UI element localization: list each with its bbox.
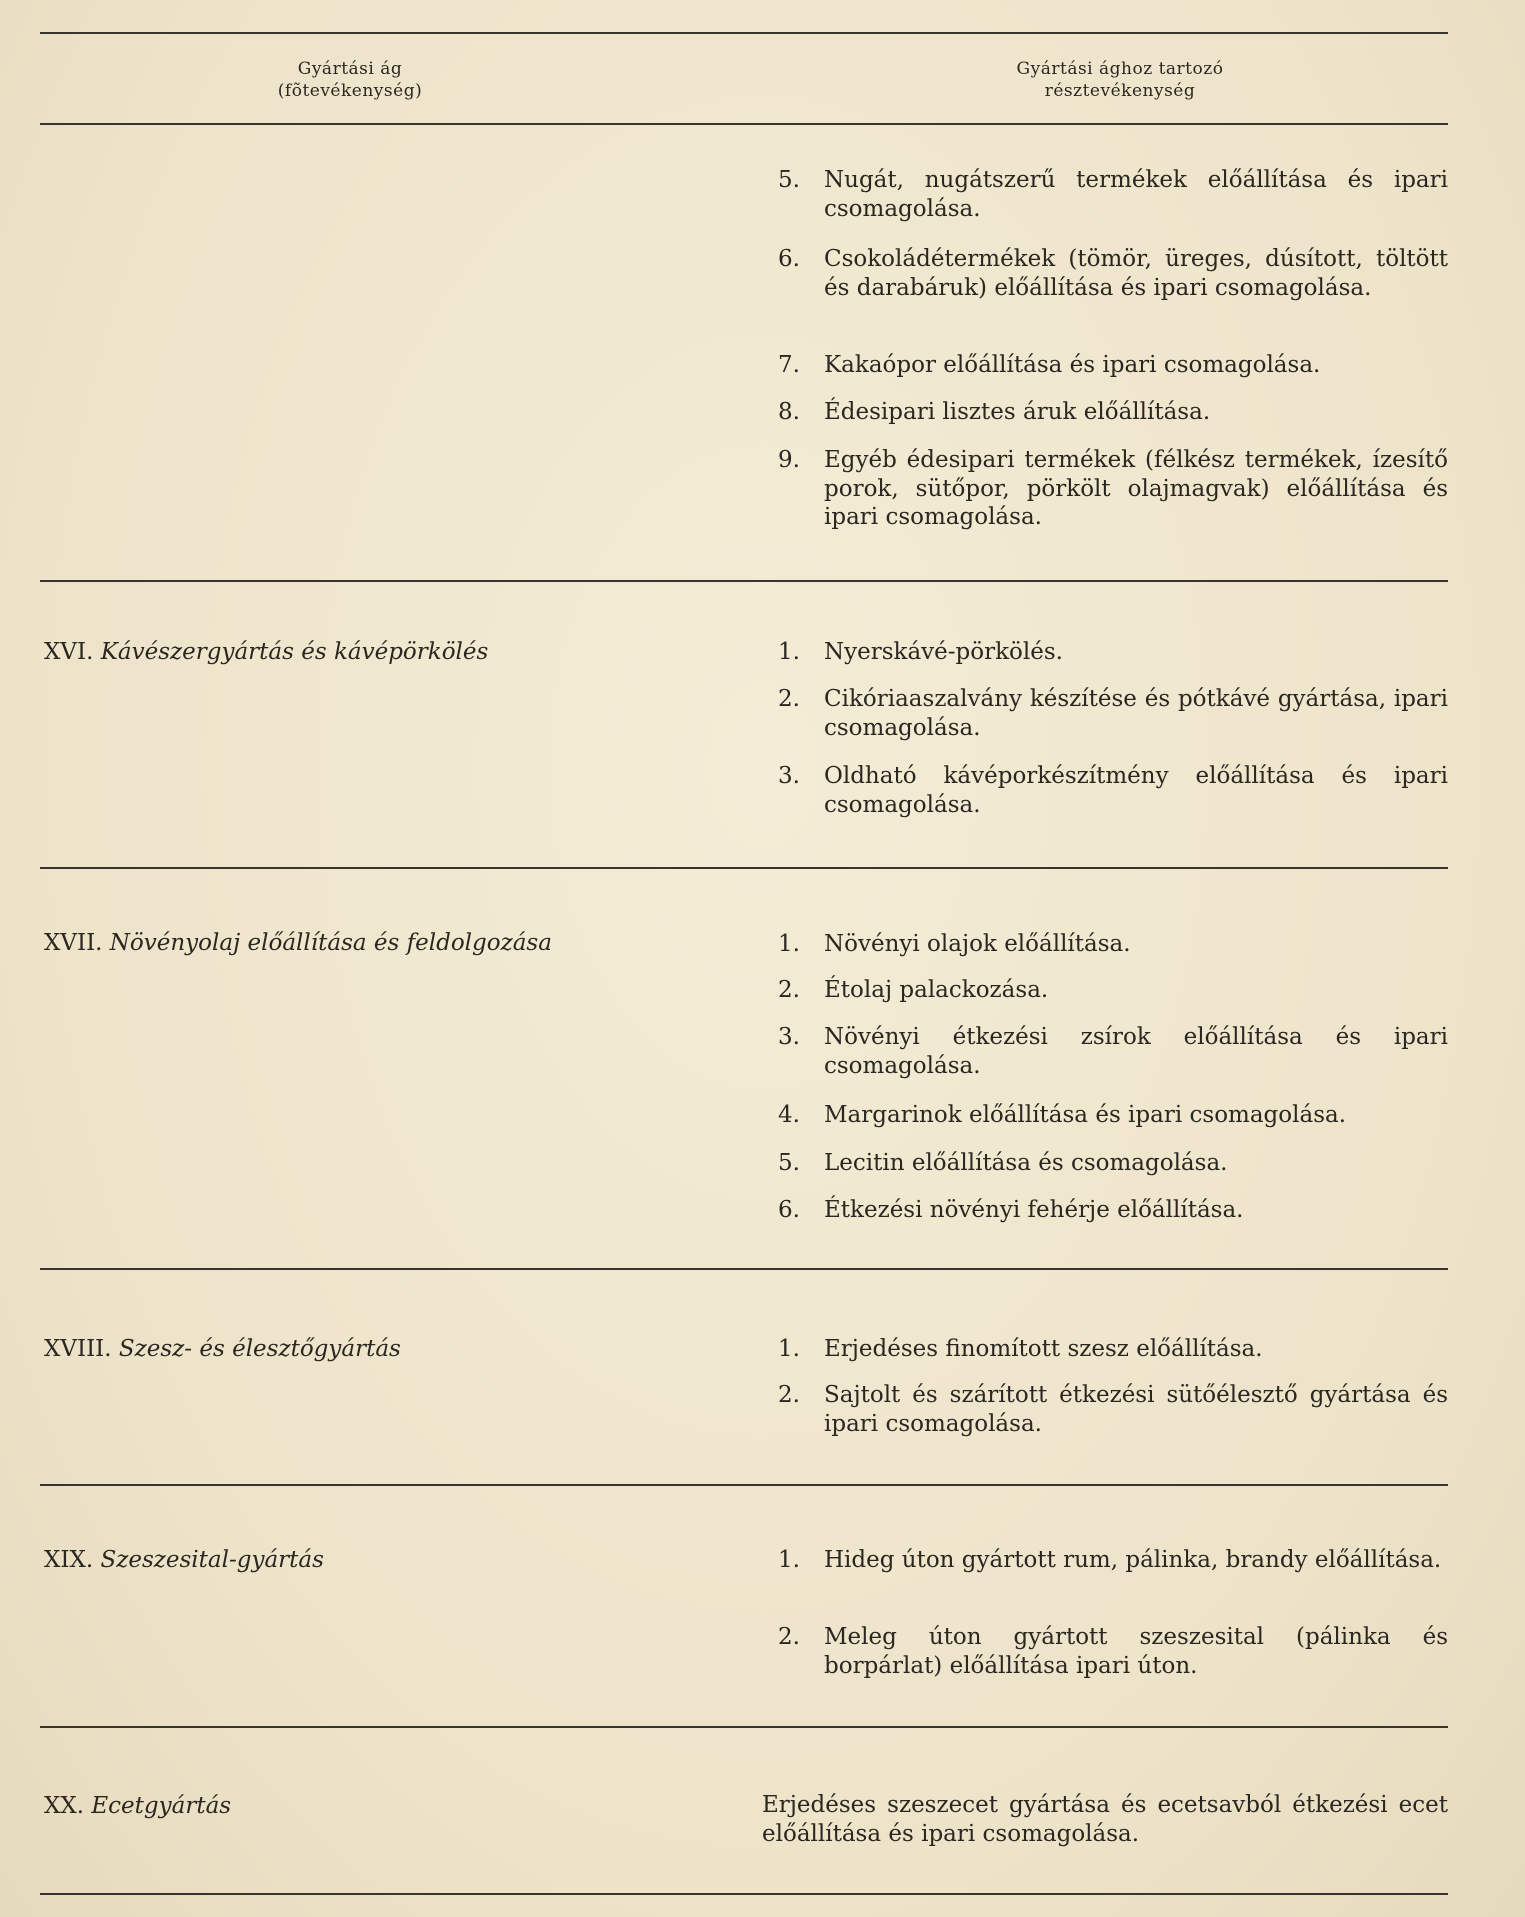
item-text: Hideg úton gyártott rum, pálinka, brandy előállítása. — [824, 1547, 1442, 1573]
list-item — [778, 1196, 1448, 1225]
list-item — [778, 1623, 1448, 1680]
section-number: XVII. — [44, 930, 103, 956]
item-number: 2. — [778, 1624, 800, 1650]
item-number: 1. — [778, 1547, 800, 1573]
item-text: Lecitin előállítása és csomagolása. — [824, 1150, 1228, 1176]
item-number: 5. — [778, 1150, 800, 1176]
section-number: XVIII. — [44, 1336, 112, 1362]
column-header-left-line1: Gyártási ág — [297, 59, 403, 79]
item-text: Sajtolt és szárított étkezési sütőélesztő gyártása és ipari csomagolása. — [824, 1382, 1448, 1437]
item-text: Margarinok előállítása és ipari csomagolása. — [824, 1102, 1347, 1128]
item-text: Nugát, nugátszerű termékek előállítása és ipari csomagolása. — [824, 167, 1448, 222]
item-text: Növényi olajok előállítása. — [824, 931, 1131, 957]
item-number: 1. — [778, 639, 800, 665]
list-item — [778, 1335, 1448, 1364]
item-number: 1. — [778, 931, 800, 957]
list-item — [778, 638, 1448, 667]
list-item — [778, 398, 1448, 427]
list-item — [778, 1023, 1448, 1080]
list-item — [778, 1149, 1448, 1178]
item-number: 2. — [778, 977, 800, 1003]
item-text: Édesipari lisztes áruk előállítása. — [824, 399, 1211, 425]
section-name: Kávészergyártás és kávépörkölés — [100, 639, 489, 665]
list-item — [778, 762, 1448, 819]
section-name: Növényolaj előállítása és feldolgozása — [109, 930, 552, 956]
item-number: 6. — [778, 246, 800, 272]
item-number: 7. — [778, 352, 800, 378]
section-rule — [40, 1268, 1448, 1270]
item-text: Csokoládétermékek (tömör, üreges, dúsított, töltött és darabáruk) előállítása és ipari csomagolása. — [824, 246, 1448, 301]
item-text: Kakaópor előállítása és ipari csomagolása. — [824, 352, 1321, 378]
item-number: 3. — [778, 1024, 800, 1050]
item-text: Egyéb édesipari termékek (félkész termékek, ízesítő porok, sütőpor, pörkölt olajmagvak) előállítása és ipari csomagolása. — [824, 447, 1448, 530]
section-name: Szesz- és élesztőgyártás — [118, 1336, 401, 1362]
item-text: Növényi étkezési zsírok előállítása és ipari csomagolása. — [824, 1024, 1448, 1079]
item-number: 1. — [778, 1336, 800, 1362]
section-number: XX. — [44, 1793, 85, 1819]
section-description: Erjedéses szeszecet gyártása és ecetsavból étkezési ecet előállítása és ipari csomagolása. — [762, 1792, 1448, 1847]
section-name: Szeszesital-gyártás — [100, 1547, 324, 1573]
section-name: Ecetgyártás — [91, 1793, 232, 1819]
section-rule — [40, 580, 1448, 582]
column-header-right-line2: résztevékenység — [1044, 81, 1196, 101]
section-rule — [40, 867, 1448, 869]
item-number: 4. — [778, 1102, 800, 1128]
section-title — [44, 928, 724, 958]
item-number: 6. — [778, 1197, 800, 1223]
item-number: 5. — [778, 167, 800, 193]
section-rule — [40, 1726, 1448, 1728]
list-item — [778, 351, 1448, 380]
list-item — [778, 930, 1448, 959]
item-number: 2. — [778, 1382, 800, 1408]
section-title — [44, 1791, 724, 1821]
item-text: Meleg úton gyártott szeszesital (pálinka és borpárlat) előállítása ipari úton. — [824, 1624, 1448, 1679]
top-rule — [40, 32, 1448, 34]
bottom-rule — [40, 1893, 1448, 1895]
item-text: Erjedéses finomított szesz előállítása. — [824, 1336, 1263, 1362]
list-item — [778, 1381, 1448, 1438]
section-number: XIX. — [44, 1547, 94, 1573]
item-text: Étkezési növényi fehérje előállítása. — [824, 1197, 1244, 1223]
list-item — [778, 1101, 1448, 1130]
list-item — [778, 245, 1448, 302]
column-header-right-line1: Gyártási ághoz tartozó — [1016, 59, 1224, 79]
item-number: 9. — [778, 447, 800, 473]
column-header-right — [900, 58, 1340, 102]
section-rule — [40, 1484, 1448, 1486]
list-item — [778, 685, 1448, 742]
item-text: Oldható kávéporkészítmény előállítása és ipari csomagolása. — [824, 763, 1448, 818]
section-title — [44, 1545, 724, 1575]
list-item — [778, 976, 1448, 1005]
column-header-left — [180, 58, 520, 102]
item-text: Nyerskávé-pörkölés. — [824, 639, 1063, 665]
item-text: Étolaj palackozása. — [824, 977, 1049, 1003]
column-header-left-line2: (fõtevékenység) — [277, 81, 423, 101]
item-number: 2. — [778, 686, 800, 712]
item-text: Cikóriaaszalvány készítése és pótkávé gyártása, ipari csomagolása. — [824, 686, 1448, 741]
list-item — [778, 166, 1448, 223]
section-number: XVI. — [44, 639, 94, 665]
section-title — [44, 637, 724, 667]
section-title — [44, 1334, 724, 1364]
item-number: 8. — [778, 399, 800, 425]
list-item — [778, 1546, 1448, 1575]
header-rule — [40, 123, 1448, 125]
list-item — [778, 446, 1448, 532]
item-number: 3. — [778, 763, 800, 789]
